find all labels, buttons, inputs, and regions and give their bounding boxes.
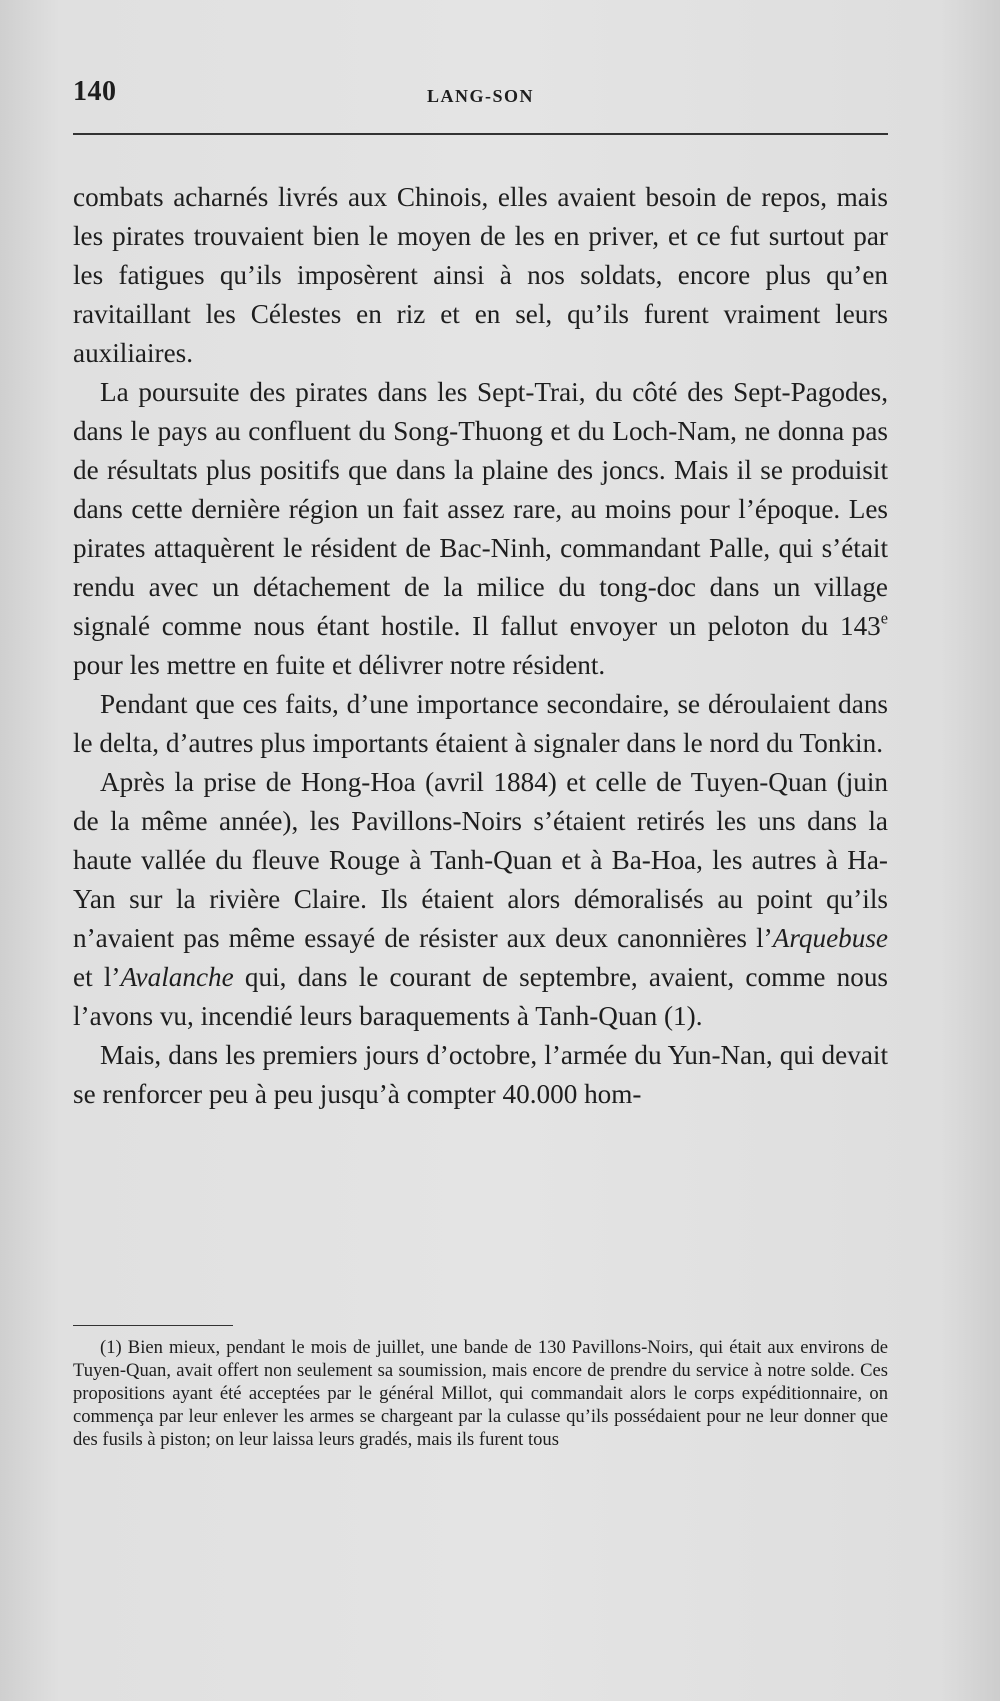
- ship-name-arquebuse: Arquebuse: [772, 923, 888, 953]
- running-title: LANG-SON: [426, 86, 534, 106]
- paragraph-3: Pendant que ces faits, d’une importance secondaire, se déroulaient dans le delta, d’autres plus importants étaient à signaler dans le nord du Tonkin.: [73, 689, 888, 758]
- paragraph-5: Mais, dans les premiers jours d’octobre, l’armée du Yun-Nan, qui devait se renforcer peu à peu jusqu’à compter 40.000 hom-: [73, 1040, 888, 1109]
- paragraph-4-part-a: Après la prise de Hong-Hoa (avril 1884) et celle de Tuyen-Quan (juin de la même année), les Pavillons-Noirs s’étaient retirés les uns dans la haute vallée du fleuve Rouge à Tanh-Quan et à Ba-Hoa, les autres à Ha-Yan sur la rivière Claire. Ils étaient alors démoralisés au point qu’ils n’avaient pas même essayé de résister aux deux canonnières l’: [73, 767, 888, 953]
- ship-name-avalanche: Avalanche: [120, 962, 234, 992]
- header-rule: [73, 133, 888, 135]
- paragraph-2-text: La poursuite des pirates dans les Sept-Trai, du côté des Sept-Pagodes, dans le pays au confluent du Song-Thuong et du Loch-Nam, ne donna pas de résultats plus positifs que dans la plaine des joncs. Mais il se produisit dans cette dernière région un fait assez rare, au moins pour l’époque. Les pirates attaquèrent le résident de Bac-Ninh, commandant Palle, qui s’était rendu avec un détachement de la milice du tong-doc dans un village signalé comme nous étant hostile. Il fallut envoyer un peloton du: [73, 377, 888, 641]
- paragraph-2-end: pour les mettre en fuite et délivrer notre résident.: [73, 650, 606, 680]
- paragraph-2: [73, 373, 888, 685]
- paragraph-4-part-c: qui, dans le courant de septembre, avaient, comme nous l’avons vu, incendié leurs baraquements à Tanh-Quan (1).: [73, 962, 889, 1031]
- paragraph-4-part-b: et l’: [73, 962, 121, 992]
- paragraph-4: [73, 763, 888, 1036]
- paragraph-1: combats acharnés livrés aux Chinois, elles avaient besoin de repos, mais les pirates trouvaient bien le moyen de les en priver, et ce fut surtout par les fatigues qu’ils imposèrent ainsi à nos soldats, encore plus qu’en ravitaillant les Célestes en riz et en sel, qu’ils furent vraiment leurs auxiliaires.: [73, 182, 888, 368]
- page-header: [73, 72, 888, 112]
- page-number: 140: [73, 76, 117, 107]
- ordinal-superscript: e: [880, 608, 889, 628]
- body-text: [73, 178, 888, 1114]
- footnote-rule: [73, 1325, 233, 1326]
- regiment-number: 143: [839, 611, 881, 641]
- footnote: (1) Bien mieux, pendant le mois de juillet, une bande de 130 Pavillons-Noirs, qui était aux environs de Tuyen-Quan, avait offert non seulement sa soumission, mais encore de prendre du service à notre solde. Ces propositions ayant été acceptées par le général Millot, qui commandait alors le corps expéditionnaire, on commença par leur enlever les armes se chargeant par la culasse qu’ils possédaient pour ne leur donner que des fusils à piston; on leur laissa leurs gradés, mais ils furent tous: [73, 1337, 888, 1450]
